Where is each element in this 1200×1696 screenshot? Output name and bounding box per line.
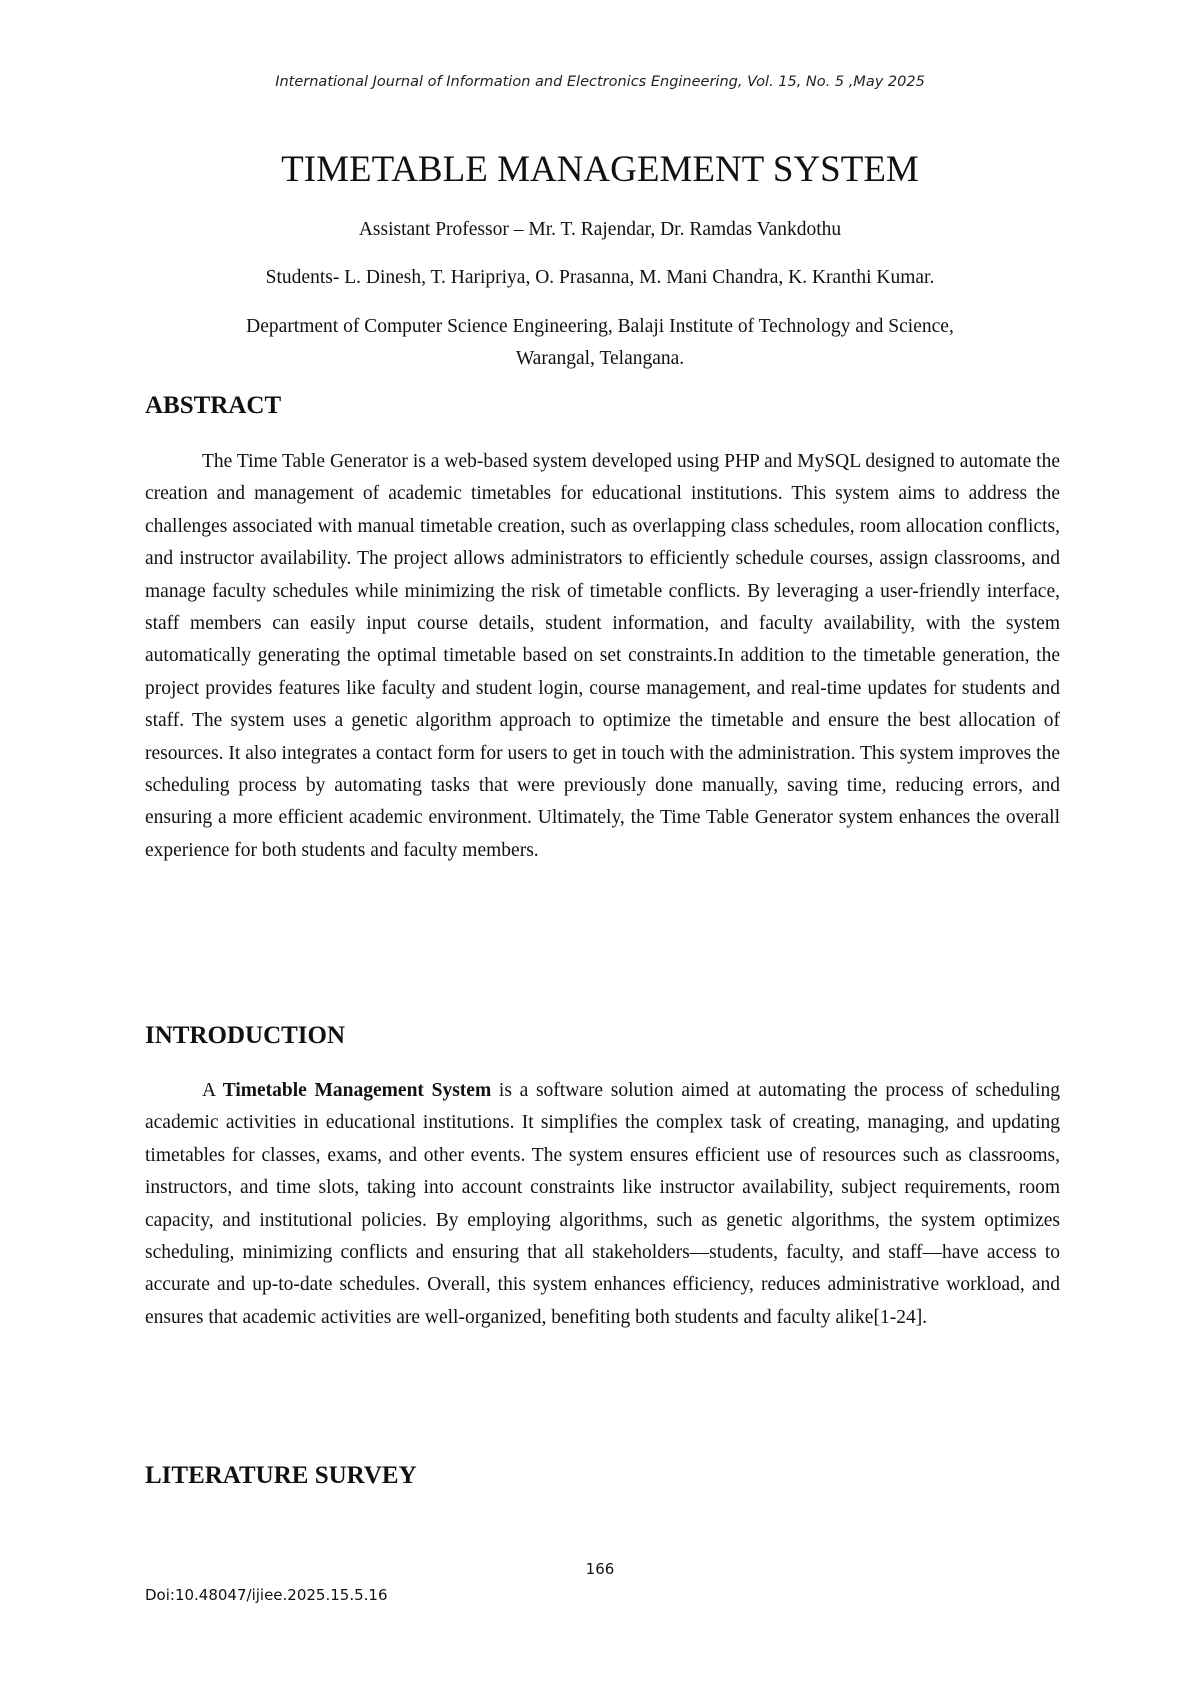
introduction-body: is a software solution aimed at automating the process of scheduling academic activities in educational institutions. It simplifies the complex task of creating, managing, and updating timetables for classes, exams, and other events. The system ensures efficient use of resources such as classrooms, instructors, and time slots, taking into account constraints like instructor availability, subject requirements, room capacity, and institutional policies. By employing algorithms, such as genetic algorithms, the system optimizes scheduling, minimizing conflicts and ensuring that all stakeholders—students, faculty, and staff—have access to accurate and up-to-date schedules. Overall, this system enhances efficiency, reduces administrative workload, and ensures that academic activities are well-organized, benefiting both students and faculty alike[1-24]. [145,1080,1060,1328]
literature-survey-heading: LITERATURE SURVEY [145,1462,417,1489]
introduction-heading: INTRODUCTION [145,1022,346,1049]
affiliation-line-2: Warangal, Telangana. [515,348,685,369]
journal-header: International Journal of Information and Electronics Engineering, Vol. 15, No. 5 ,May 2025 [275,74,925,90]
abstract-text: The Time Table Generator is a web-based system developed using PHP and MySQL designed to automate the creation and management of academic timetables for educational institutions. This system aims to address the challenges associated with manual timetable creation, such as overlapping class schedules, room allocation conflicts, and instructor availability. The project allows administrators to efficiently schedule courses, assign classrooms, and manage faculty schedules while minimizing the risk of timetable conflicts. By leveraging a user-friendly interface, staff members can easily input course details, student information, and faculty availability, with the system automatically generating the optimal timetable based on set constraints.In addition to the timetable generation, the project provides features like faculty and student login, course management, and real-time updates for students and staff. The system uses a genetic algorithm approach to optimize the timetable and ensure the best allocation of resources. It also integrates a contact form for users to get in touch with the administration. This system improves the scheduling process by automating tasks that were previously done manually, saving time, reducing errors, and ensuring a more efficient academic environment. Ultimately, the Time Table Generator system enhances the overall experience for both students and faculty members. [145,451,1060,861]
affiliation-line-1: Department of Computer Science Engineering, Balaji Institute of Technology and Science, [246,316,954,337]
abstract-heading: ABSTRACT [145,392,282,419]
faculty-authors: Assistant Professor – Mr. T. Rajendar, Dr. Ramdas Vankdothu [358,219,842,240]
introduction-lead: A [202,1080,223,1101]
page-number: 166 [585,1560,615,1578]
introduction-bold-term: Timetable Management System [222,1080,492,1101]
student-authors: Students- L. Dinesh, T. Haripriya, O. Prasanna, M. Mani Chandra, K. Kranthi Kumar. [265,267,935,288]
introduction-text [145,1075,1060,1334]
paper-title: TIMETABLE MANAGEMENT SYSTEM [281,149,919,190]
doi-footer: Doi:10.48047/ijiee.2025.15.5.16 [145,1586,388,1604]
